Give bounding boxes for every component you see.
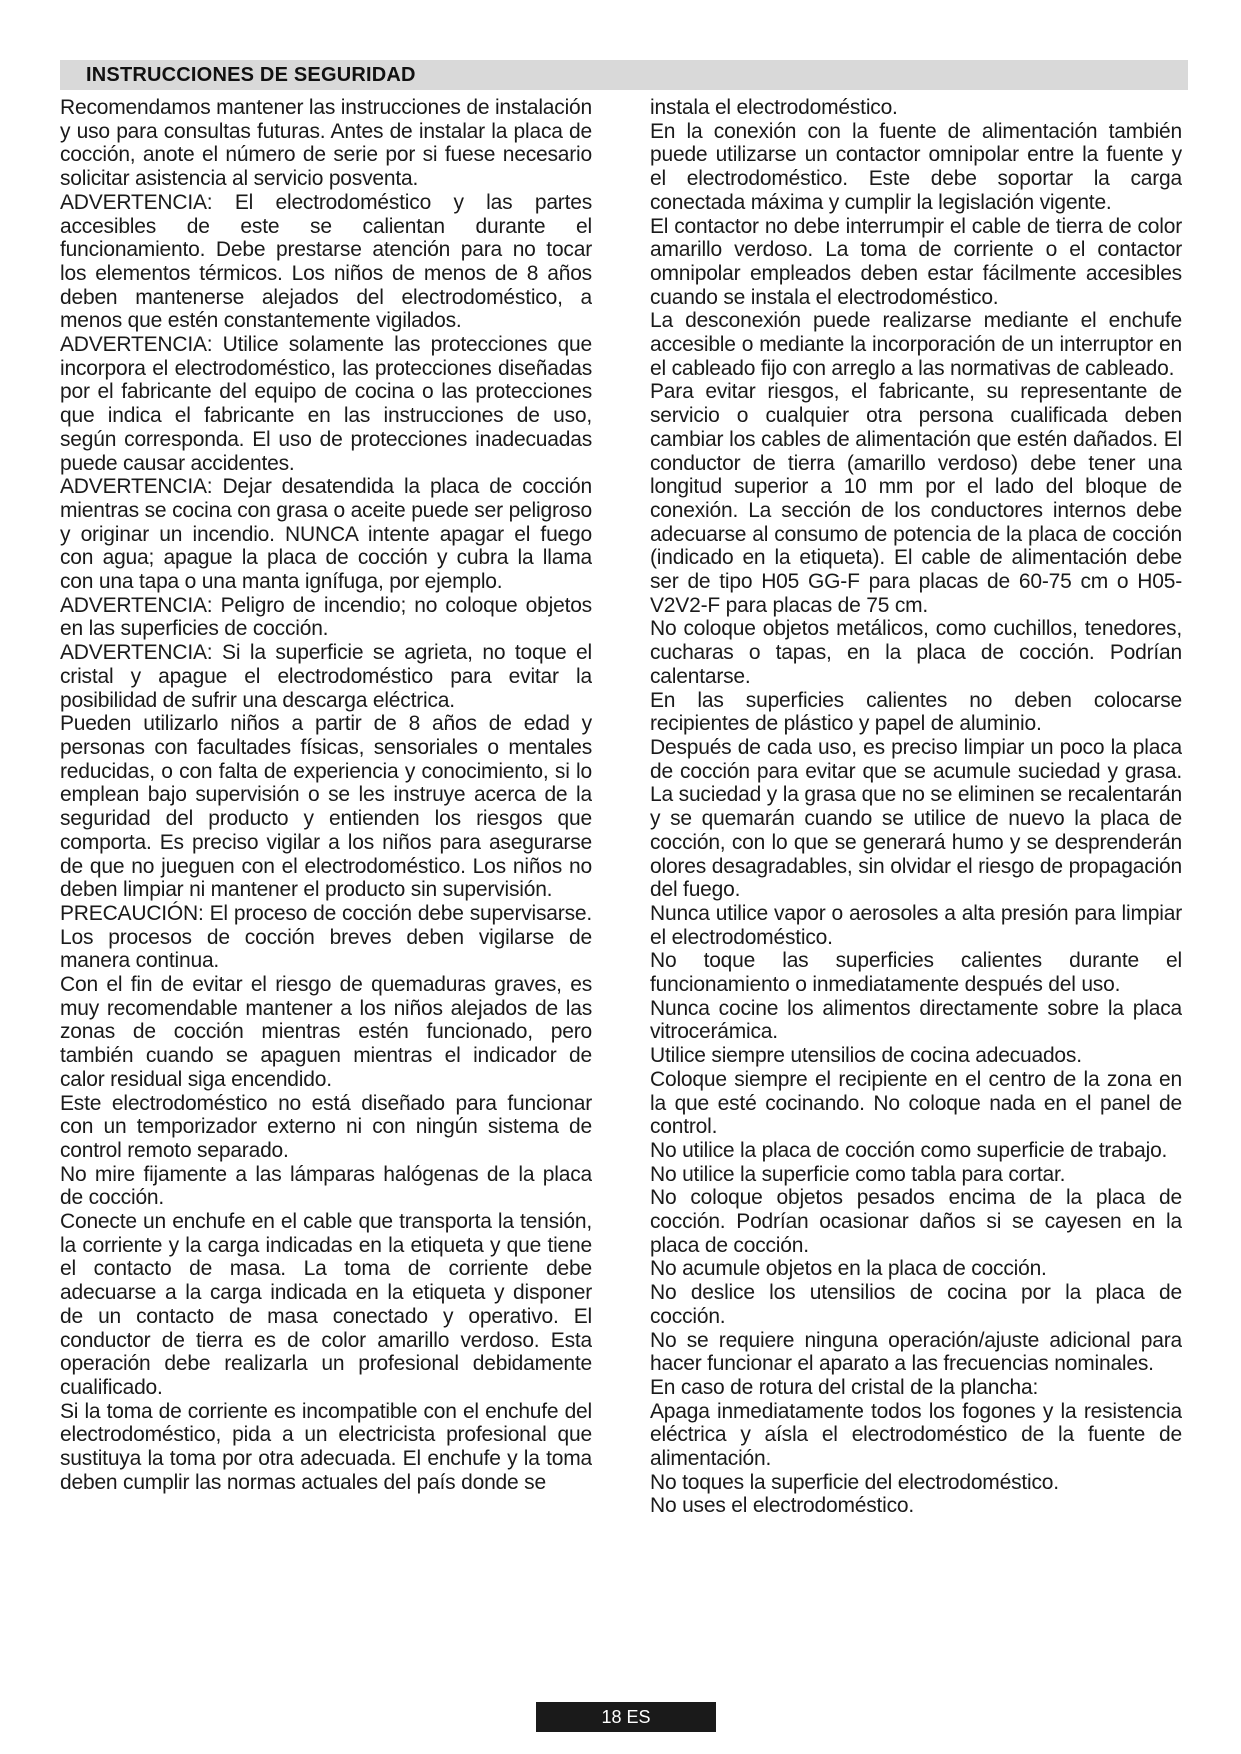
section-title: INSTRUCCIONES DE SEGURIDAD — [86, 64, 416, 86]
paragraph: No toques la superficie del electrodoméstico. — [650, 1470, 1059, 1494]
paragraph: ADVERTENCIA: Dejar desatendida la placa de cocción mientras se cocina con grasa o aceite puede ser peligroso y originar un incendio. NUNCA intente apagar el fuego con agua; apague la placa de cocción y cubra la llama con una tapa o una manta ignífuga, por ejemplo. — [60, 475, 592, 594]
paragraph: El contactor no debe interrumpir el cable de tierra de color amarillo verdoso. La toma de corriente o el contactor omnipolar empleados deben estar fácilmente accesibles cuando se instala el electrodoméstico. — [650, 214, 1182, 309]
paragraph: Después de cada uso, es preciso limpiar un poco la placa de cocción para evitar que se acumule suciedad y grasa. La suciedad y la grasa que no se eliminen se recalentarán y se quemarán cuando se utilice de nuevo la placa de cocción, con lo que se generará humo y se desprenderán olores desagradables, sin olvidar el riesgo de propagación del fuego. — [650, 735, 1182, 902]
paragraph: instala el electrodoméstico. — [650, 96, 898, 119]
paragraph: La desconexión puede realizarse mediante el enchufe accesible o mediante la incorporación de un interruptor en el cableado fijo con arreglo a las normativas de cableado. — [650, 309, 1182, 380]
paragraph: Recomendamos mantener las instrucciones de instalación y uso para consultas futuras. Antes de instalar la placa de cocción, anote el número de serie por si fuese necesario solicitar asistencia al servicio posventa. — [60, 96, 592, 191]
paragraph: Para evitar riesgos, el fabricante, su representante de servicio o cualquier otra persona cualificada deben cambiar los cables de alimentación que estén dañados. El conductor de tierra (amarillo verdoso) debe tener una longitud superior a 10 mm por el lado del bloque de conexión. La sección de los conductores internos debe adecuarse al consumo de potencia de la placa de cocción (indicado en la etiqueta). El cable de alimentación debe ser de tipo H05 GG-F para placas de 60-75 cm o H05-V2V2-F para placas de 75 cm. — [650, 380, 1182, 617]
paragraph: No uses el electrodoméstico. — [650, 1494, 915, 1518]
page-number: 18 ES — [536, 1702, 716, 1732]
paragraph: Conecte un enchufe en el cable que transporta la tensión, la corriente y la carga indicadas en la etiqueta y que tiene el contacto de masa. La toma de corriente debe adecuarse a la carga indicada en la etiqueta y disponer de un contacto de masa conectado y operativo. El conductor de tierra es de color amarillo verdoso. Esta operación debe realizarla un profesional debidamente cualificado. — [60, 1210, 592, 1399]
paragraph: Nunca cocine los alimentos directamente sobre la placa vitrocerámica. — [650, 996, 1182, 1044]
paragraph: Si la toma de corriente es incompatible con el enchufe del electrodoméstico, pida a un electricista profesional que sustituya la toma por otra adecuada. El enchufe y la toma deben cumplir las normas actuales del país donde se — [60, 1399, 592, 1494]
paragraph: En la conexión con la fuente de alimentación también puede utilizarse un contactor omnipolar entre la fuente y el electrodoméstico. Este debe soportar la carga conectada máxima y cumplir la legislación vigente. — [650, 119, 1182, 214]
section-header-bar — [60, 60, 1188, 90]
paragraph: No mire fijamente a las lámparas halógenas de la placa de cocción. — [60, 1162, 592, 1210]
paragraph: No toque las superficies calientes durante el funcionamiento o inmediatamente después del uso. — [650, 949, 1182, 997]
paragraph: No acumule objetos en la placa de cocción. — [650, 1257, 1047, 1281]
paragraph: Con el fin de evitar el riesgo de quemaduras graves, es muy recomendable mantener a los niños alejados de las zonas de cocción mientras estén funcionado, pero también cuando se apaguen mientras el indicador de calor residual siga encendido. — [60, 973, 592, 1091]
paragraph: ADVERTENCIA: Si la superficie se agrieta, no toque el cristal y apague el electrodoméstico para evitar la posibilidad de sufrir una descarga eléctrica. — [60, 641, 592, 712]
paragraph: No utilice la superficie como tabla para cortar. — [650, 1162, 1066, 1186]
paragraph: Utilice siempre utensilios de cocina adecuados. — [650, 1044, 1082, 1068]
paragraph: En caso de rotura del cristal de la plancha: — [650, 1375, 1039, 1399]
paragraph: Nunca utilice vapor o aerosoles a alta presión para limpiar el electrodoméstico. — [650, 901, 1182, 949]
left-text-column — [60, 96, 592, 1686]
paragraph: ADVERTENCIA: Utilice solamente las protecciones que incorpora el electrodoméstico, las protecciones diseñadas por el fabricante del equipo de cocina o las protecciones que indica el fabricante en las instrucciones de uso, según corresponda. El uso de protecciones inadecuadas puede causar accidentes. — [60, 333, 592, 475]
paragraph: En las superficies calientes no deben colocarse recipientes de plástico y papel de aluminio. — [650, 688, 1182, 736]
paragraph: Coloque siempre el recipiente en el centro de la zona en la que esté cocinando. No coloque nada en el panel de control. — [650, 1067, 1182, 1139]
paragraph: No deslice los utensilios de cocina por la placa de cocción. — [650, 1281, 1182, 1328]
paragraph: No coloque objetos metálicos, como cuchillos, tenedores, cucharas o tapas, en la placa de cocción. Podrían calentarse. — [650, 617, 1182, 688]
paragraph: No utilice la placa de cocción como superficie de trabajo. — [650, 1138, 1168, 1162]
paragraph: PRECAUCIÓN: El proceso de cocción debe supervisarse. Los procesos de cocción breves deben vigilarse de manera continua. — [60, 901, 592, 973]
paragraph: Apaga inmediatamente todos los fogones y la resistencia eléctrica y aísla el electrodoméstico de la fuente de alimentación. — [650, 1399, 1182, 1471]
paragraph: No se requiere ninguna operación/ajuste adicional para hacer funcionar el aparato a las frecuencias nominales. — [650, 1328, 1182, 1376]
paragraph: ADVERTENCIA: El electrodoméstico y las partes accesibles de este se calientan durante el funcionamiento. Debe prestarse atención para no tocar los elementos térmicos. Los niños de menos de 8 años deben mantenerse alejados del electrodoméstico, a menos que estén constantemente vigilados. — [60, 190, 592, 333]
paragraph: Pueden utilizarlo niños a partir de 8 años de edad y personas con facultades físicas, sensoriales o mentales reducidas, o con falta de experiencia y conocimiento, si lo emplean bajo supervisión o se les instruye acerca de la seguridad del producto y entienden los riesgos que comporta. Es preciso vigilar a los niños para asegurarse de que no jueguen con el electrodoméstico. Los niños no deben limpiar ni mantener el producto sin supervisión. — [60, 712, 592, 902]
paragraph: Este electrodoméstico no está diseñado para funcionar con un temporizador externo ni con ningún sistema de control remoto separado. — [60, 1091, 592, 1162]
right-text-column — [650, 96, 1182, 1686]
paragraph: ADVERTENCIA: Peligro de incendio; no coloque objetos en las superficies de cocción. — [60, 593, 592, 641]
paragraph: No coloque objetos pesados encima de la placa de cocción. Podrían ocasionar daños si se cayesen en la placa de cocción. — [650, 1186, 1182, 1257]
